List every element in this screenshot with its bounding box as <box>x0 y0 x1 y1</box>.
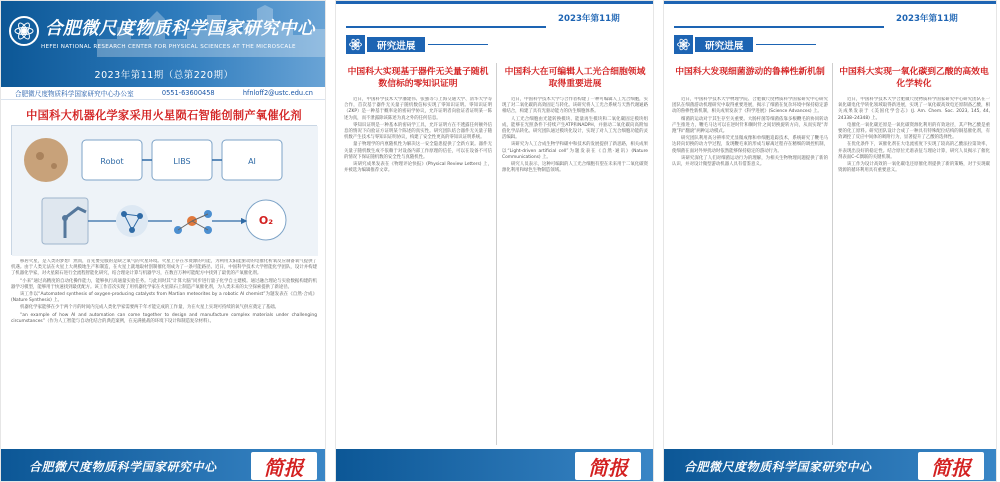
section-label: 研究进展 <box>367 37 425 52</box>
footer-banner <box>336 449 654 482</box>
paragraph: 移居火星，是人类的梦想！然而，首先要克服的是缺乏氧气的火星环境。火星上存在水资源的可能，为利用太阳能驱动的电催化析氧反应制备氧气提供了机遇。由于人类无法在火星上大规模地生产和制造，在火星上就地取材创制催化剂成为了一条可能路径。近日，中国科学技术大学智能化学团队，设计并构建了机器化学家，对火星陨石进行全流程智能化研究，结合理论计算与机器学习，在数百万种可能配方中找到了最优的产氧催化剂。 <box>11 259 317 277</box>
newsletter-page-research-2 <box>663 0 997 482</box>
footer-seal: 简报 <box>918 452 984 480</box>
section-tab <box>674 35 816 54</box>
institute-logo-icon <box>9 16 39 46</box>
page-header <box>336 1 653 30</box>
section-tab <box>346 35 488 54</box>
paragraph: 细菌的运动对于其生存至关重要。大肠杆菌等细菌依靠多根鞭毛的协同转动产生推进力，鞭毛马达可以在逆时针和顺时针之间切换旋转方向，从而实现“奔跑”和“翻滚”两种运动模式。 <box>672 116 828 135</box>
paragraph: 近日，中国科学技术大学合肥微尺度物质科学国家研究中心研究团队在一氧化碳电化学转化领域取得新进展，实现了一氧化碳高效电还原制备乙酸，相关成果发表于《美国化学会志》(J. Am. Chem. Soc. 2023, 145, 44, 24338–24348) 上。 <box>838 97 990 121</box>
article-body <box>344 97 492 445</box>
newsletter-page-cover <box>0 0 326 482</box>
masthead <box>1 1 326 87</box>
newsletter-page-research-1 <box>335 0 654 482</box>
page-issue-date: 2023年第11期 <box>896 14 958 24</box>
section-label: 研究进展 <box>695 37 753 52</box>
contact-phone: 0551-63600458 <box>161 89 215 97</box>
figure-label-ai: AI <box>248 157 256 166</box>
paragraph: 量子物理学的内禀随机性为解决这一安全隐患提供了全新方案。器件无关量子随机数生成不依赖于对设备内部工作原理的信任，可以在设备不可信的情况下保证随机数的安全性与真随机性。 <box>344 142 492 160</box>
paragraph: 人工光合细胞由光能转换模块、能量再生模块和二氧化碳固定模块组成，能够在光照条件下持续产生ATP和NADPH，并驱动二氧化碳向高附加值化学品转化。研究团队通过模块化设计，实现了对人工光合细胞功能的灵活编辑。 <box>502 116 648 141</box>
paragraph: 该研究为人工合成生物学和碳中和技术的发展提供了新思路，相关成果以“Light-driven artificial cell”为题发表在《自然·通讯》(Nature Communications) 上。 <box>502 142 648 160</box>
atom-icon <box>346 35 365 54</box>
contact-email[interactable]: hfnloff2@ustc.edu.cn <box>242 89 313 97</box>
paragraph: 该研究深化了人们对细菌运动行为的理解，为相关生物物理问题提供了新的认识，并对设计微型游动机器人具有借鉴意义。 <box>672 155 828 168</box>
footer-institute-name: 合肥微尺度物质科学国家研究中心 <box>684 459 872 474</box>
oxygen-bubble-icon <box>246 200 286 240</box>
page-issue-date: 2023年第11期 <box>558 14 620 24</box>
page-header <box>664 1 996 30</box>
footer-institute-name: 合肥微尺度物质科学国家研究中心 <box>29 459 217 474</box>
paragraph: 该工作以“Automated synthesis of oxygen-producing catalysts from Martian meteorites by a robotic AI chemist”为题发表在《自然·合成》(Nature Synthesis) 上。 <box>11 292 317 304</box>
paragraph: 研究团队利用高分辨率荧光显微成像和单细胞追踪技术，系统研究了鞭毛马达转向切换的动力学过程，发现鞭毛束的形成与解离过程存在精细的调控机制，使细菌在面对外界扰动时依然能够保持稳定的游动行为。 <box>672 136 828 154</box>
robot-ai-chemist-illustration <box>12 126 318 256</box>
contact-bar <box>1 87 326 100</box>
cover-figure <box>11 125 317 255</box>
footer-banner <box>1 449 326 482</box>
masthead-title: 合肥微尺度物质科学国家研究中心 <box>45 19 315 39</box>
figure-label-robot: Robot <box>100 157 124 166</box>
cover-article-body <box>11 259 317 449</box>
footer-seal: 简报 <box>251 452 317 480</box>
article-title: 中国科大实现一氧化碳到乙酸的高效电化学转化 <box>839 67 989 89</box>
divider <box>428 44 488 45</box>
paragraph: 近日，中国科学技术大学物理学院、合肥微尺度物质科学国家研究中心研究团队在细菌游动机理研究中取得重要进展，揭示了细菌在复杂环境中保持稳定游动的鲁棒性新机制，相关成果发表于《科学进展》(Science Advances) 上。 <box>672 97 828 115</box>
paragraph: “小来”通过高精度的自动化操作能力，能够执行高通量实验任务。与此同时其“计算大脑”同步进行量子化学自主建模。通过融合理论与实验数据构建的机器学习模型，能够用于快速找到最优配方。该工作首次实现了用机器化学家在火星陨石上制造产氧催化剂，为人类未来的太空探索提供了新途径。 <box>11 278 317 290</box>
article-body <box>502 97 648 445</box>
cover-headline: 中国科大机器化学家采用火星陨石智能创制产氧催化剂 <box>26 109 302 122</box>
paragraph: 该工作为设计高效的一氧化碳电还原催化剂提供了新的策略，对于实现碳资源的循环利用具有重要意义。 <box>838 162 990 174</box>
column-divider <box>496 63 497 445</box>
figure-label-oxygen: O₂ <box>258 214 274 227</box>
footer-banner <box>664 449 997 482</box>
network-graph-icon <box>116 205 148 237</box>
paragraph: 电催化一氧化碳还原是一氧化碳资源化利用的有效途径，其产物乙酸是重要的化工原料。研究团队设计合成了一种具有特殊配位结构的铜基催化剂，有效调控了反应中间体的吸附行为，显著提升了乙酸的选择性。 <box>838 122 990 141</box>
mars-meteorite-icon <box>24 138 68 182</box>
article-body <box>672 97 828 445</box>
figure-label-libs: LIBS <box>173 157 191 166</box>
paragraph: “an example of how AI and automation can come together to design and manufacture complex materials under challenging circumstances”（作为人工智能与自动化结合的典范案例，在充满挑战的环境下设计和制造复杂材料）。 <box>11 312 317 324</box>
issue-number: 2023年第11期（总第220期） <box>94 70 234 81</box>
paragraph: 近日，中国科学技术大学潘建伟、张强等与上海交通大学、清华大学等合作，首次基于器件无关量子随机数信标实现了零知识证明。零知识证明（ZKP）是一种基于概率论的密码学协议，允许证明者向验证者证明某一陈述为真，而不泄露除该陈述为真之外的任何信息。 <box>344 97 492 121</box>
article-title: 中国科大实现基于器件无关量子随机数信标的零知识证明 <box>347 67 489 89</box>
robot-arm-icon <box>42 198 88 244</box>
atom-icon <box>674 35 693 54</box>
header-rule <box>346 26 546 28</box>
article-title: 中国科大发现细菌游动的鲁棒性新机制 <box>675 67 825 77</box>
footer-seal: 简报 <box>575 452 641 480</box>
paragraph: 研究人员表示，这种可编辑的人工光合细胞有望在未来用于二氧化碳资源化利用和绿色生物制造领域。 <box>502 162 648 174</box>
paragraph: 机器化学家能够在少于两个月的时间内完成人类化学家需要两千年才能完成的工作量，为在火星上实现可持续的氧气供应奠定了基础。 <box>20 305 280 311</box>
paragraph: 近日，中国科学技术大学与合作者构建了一种可编辑人工光合细胞，实现了对二氧化碳的高效固定与转化。该研究将人工光合系统与天然代谢通路相结合，构建了具有光驱动能力的仿生细胞体系。 <box>502 97 648 115</box>
header-rule <box>674 26 884 28</box>
contact-office: 合肥微尺度物质科学国家研究中心办公室 <box>15 90 134 98</box>
column-divider <box>832 63 833 445</box>
paragraph: 零知识证明是一种基本的密码学工具，允许证明方在不透露任何额外信息的情况下向验证方证明某个陈述的真实性。研究团队结合器件无关量子随机数产生技术与零知识证明协议，构建了安全性更高的零知识证明系统。 <box>344 122 492 141</box>
paragraph: 在优化条件下，该催化剂在大电流密度下实现了较高的乙酸法拉第效率，并表现出良好的稳定性。结合原位光谱表征与理论计算，研究人员揭示了催化剂表面C–C偶联的关键机制。 <box>838 142 990 160</box>
article-body <box>838 97 990 445</box>
masthead-subtitle: HEFEI NATIONAL RESEARCH CENTER FOR PHYSICAL SCIENCES AT THE MICROSCALE <box>41 44 296 50</box>
article-title: 中国科大在可编辑人工光合细胞领域取得重要进展 <box>504 67 646 89</box>
divider <box>756 44 816 45</box>
paragraph: 该研究成果发表在《物理评论快报》(Physical Review Letters) 上，并被选为编辑推荐文章。 <box>344 162 492 174</box>
